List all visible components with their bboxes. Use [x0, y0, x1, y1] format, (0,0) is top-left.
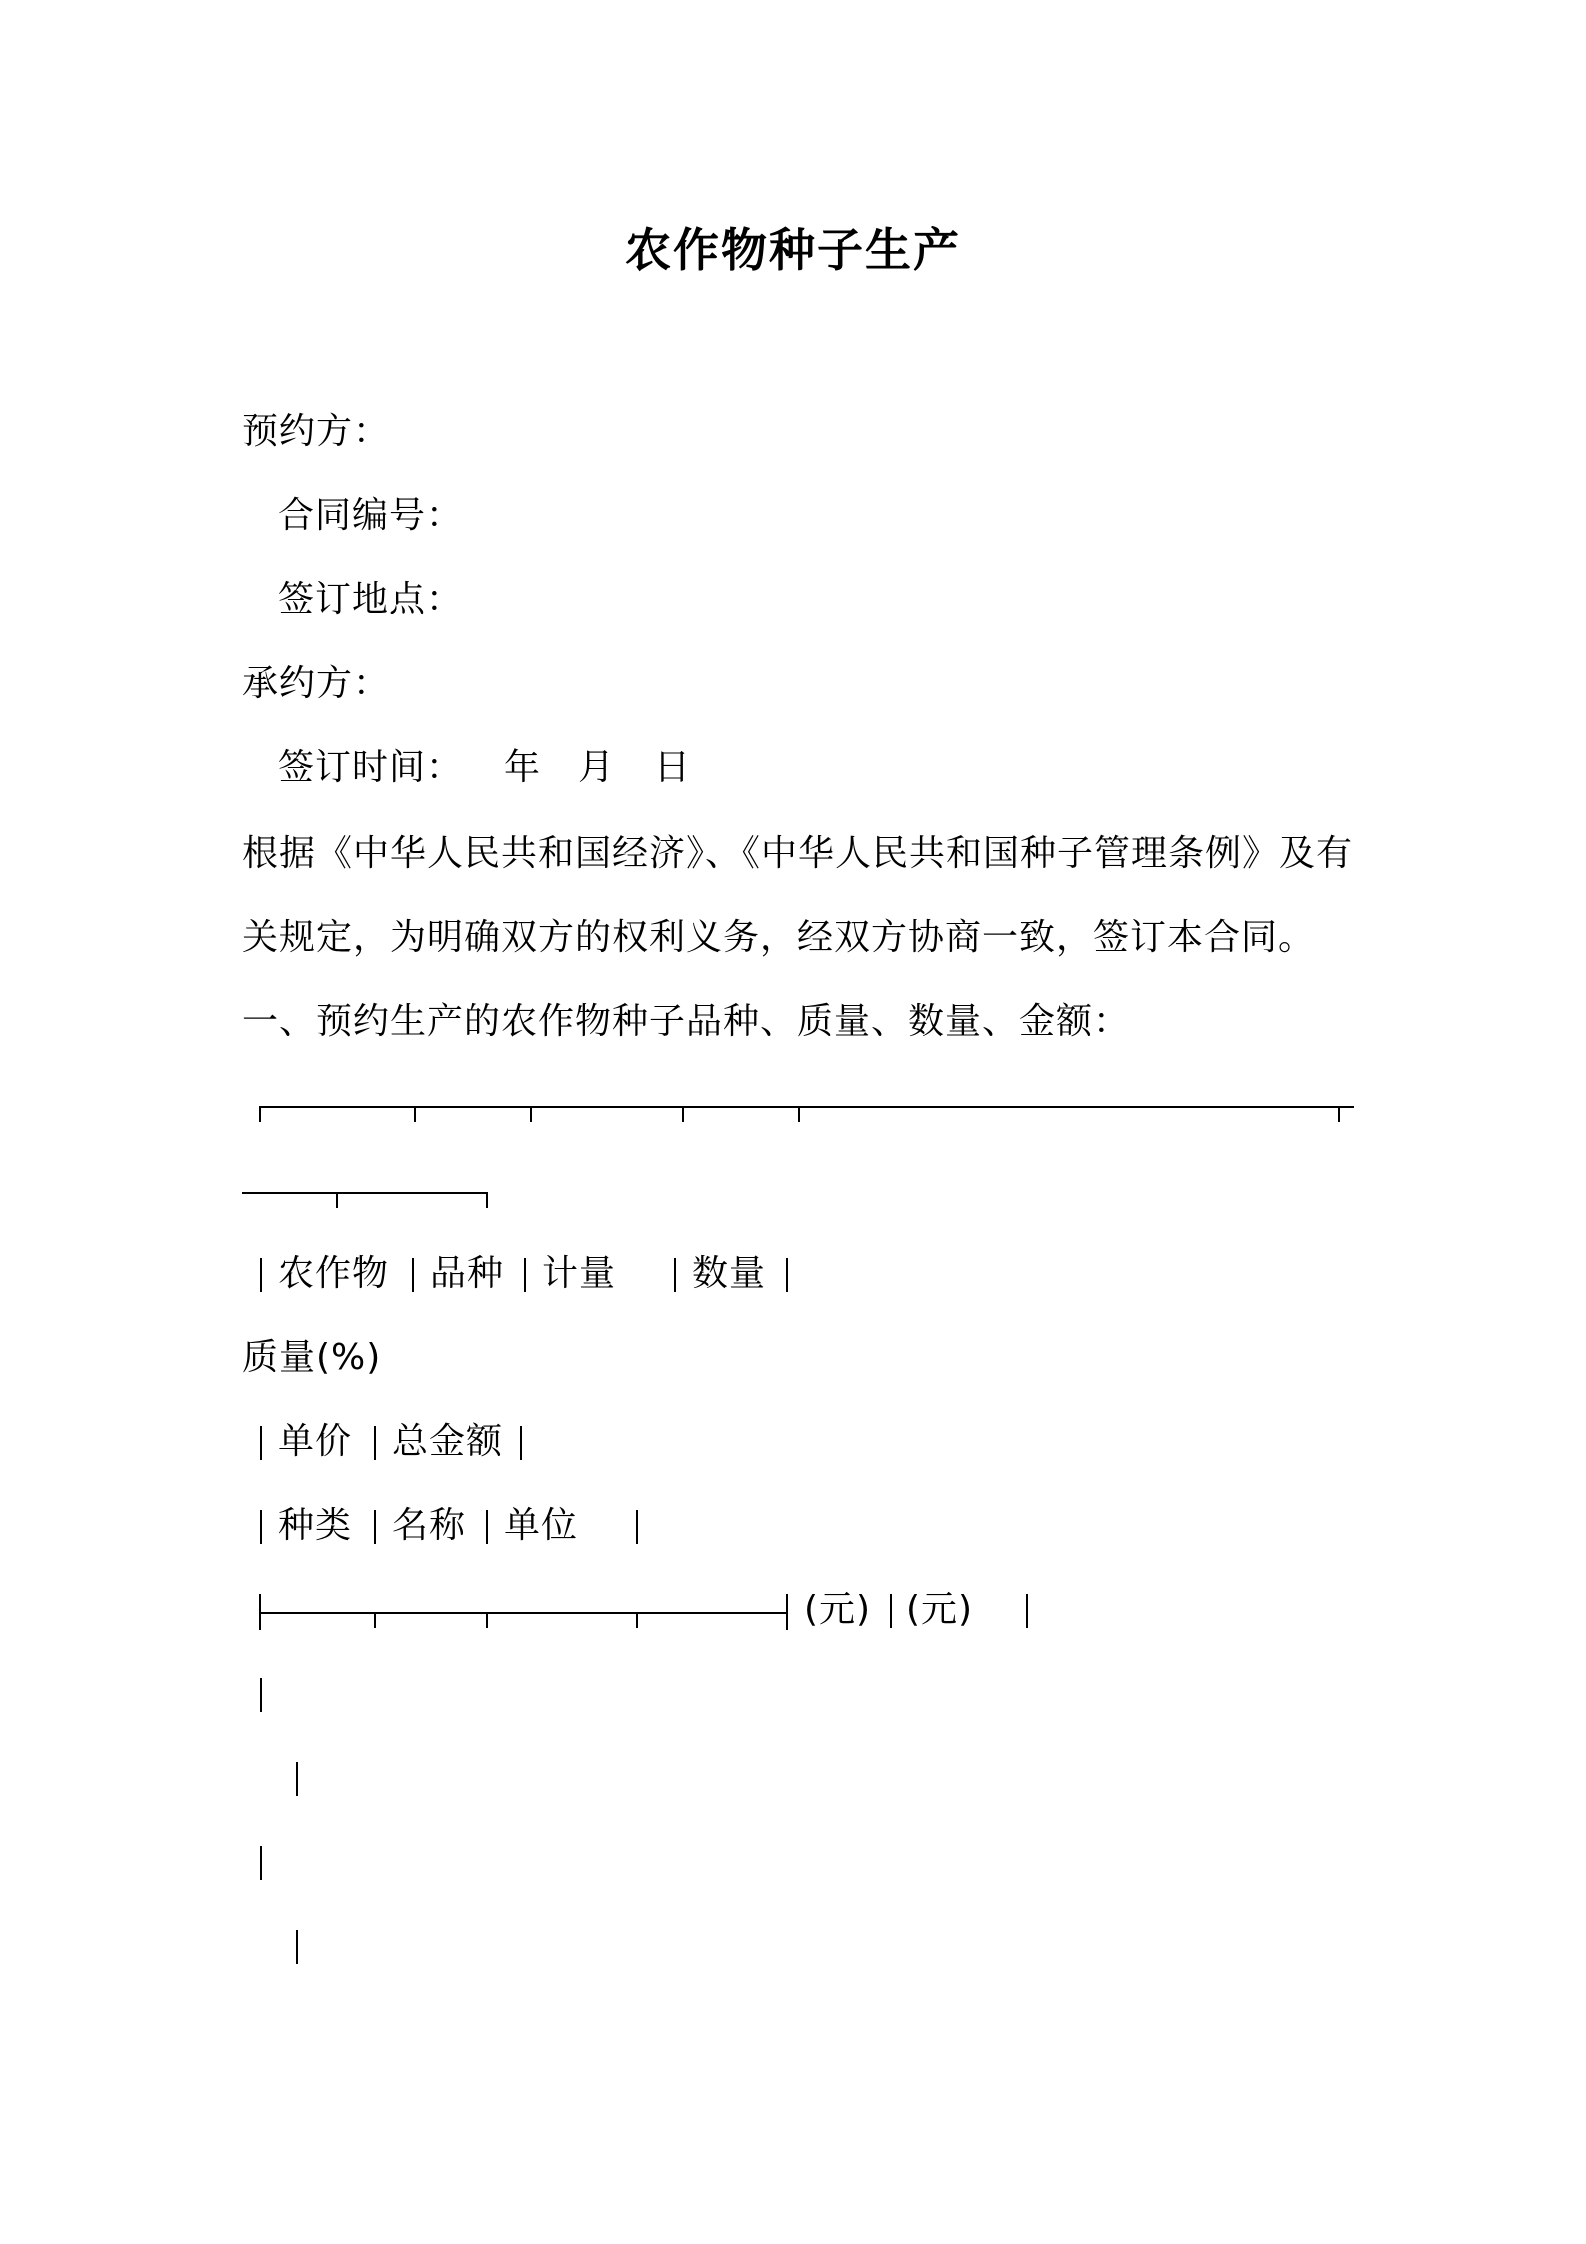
- table-cell-divider: [524, 1258, 526, 1292]
- sign-month: 月: [578, 747, 616, 788]
- table-border-tick: [1338, 1106, 1340, 1122]
- preamble-line-1: 根据《中华人民共和国经济》、《中华人民共和国种子管理条例》及有: [242, 833, 1354, 874]
- section-1-heading: 一、预约生产的农作物种子品种、质量、数量、金额：: [242, 1001, 1131, 1042]
- table-cell-divider: [486, 1510, 488, 1544]
- table-row-border: [260, 1846, 262, 1880]
- table-cell-divider: [520, 1426, 522, 1460]
- table-cell-divider: [374, 1426, 376, 1460]
- table-row-border: [260, 1678, 262, 1712]
- sign-time-label: 签订时间：: [278, 747, 464, 788]
- table-cell-divider: [260, 1258, 262, 1292]
- table-top-border-wrap: [242, 1192, 486, 1194]
- header-category: 种类: [278, 1505, 353, 1546]
- header-measure: 计量: [542, 1253, 617, 1294]
- table-mid-border: [260, 1612, 786, 1614]
- header-quantity: 数量: [692, 1253, 767, 1294]
- unit-yuan-price: (元): [804, 1589, 872, 1630]
- table-border-tick: [374, 1612, 376, 1628]
- header-total-amount: 总金额: [392, 1421, 504, 1462]
- table-cell-divider: [786, 1258, 788, 1292]
- table-cell-divider: [786, 1594, 788, 1630]
- preamble-line-2: 关规定，为明确双方的权利义务，经双方协商一致，签订本合同。: [242, 917, 1316, 958]
- header-unit-price: 单价: [278, 1421, 353, 1462]
- table-top-border: [260, 1106, 1354, 1108]
- table-border-tick: [798, 1106, 800, 1122]
- unit-yuan-total: (元): [906, 1589, 974, 1630]
- table-cell-divider: [260, 1426, 262, 1460]
- table-cell-divider: [1026, 1594, 1028, 1628]
- sign-year: 年: [504, 747, 542, 788]
- table-row-border: [296, 1930, 298, 1964]
- document-title: 农作物种子生产: [625, 223, 961, 277]
- header-name: 名称: [392, 1505, 467, 1546]
- header-quality: 质量(%): [242, 1337, 382, 1378]
- table-border-tick: [530, 1106, 532, 1122]
- table-cell-divider: [412, 1258, 414, 1292]
- party-a-label: 预约方：: [242, 411, 391, 452]
- table-border-tick: [486, 1192, 488, 1208]
- table-border-tick: [636, 1612, 638, 1628]
- header-unit: 单位: [504, 1505, 579, 1546]
- sign-day: 日: [654, 747, 692, 788]
- table-cell-divider: [374, 1510, 376, 1544]
- sign-place-label: 签订地点：: [278, 579, 464, 620]
- table-cell-divider: [636, 1510, 638, 1544]
- table-cell-divider: [890, 1594, 892, 1628]
- table-cell-divider: [674, 1258, 676, 1292]
- table-row-border: [296, 1762, 298, 1796]
- header-crop: 农作物: [278, 1253, 390, 1294]
- table-cell-divider: [260, 1510, 262, 1544]
- table-border-tick: [336, 1192, 338, 1208]
- table-border-tick: [486, 1612, 488, 1628]
- contract-number-label: 合同编号：: [278, 495, 464, 536]
- party-b-label: 承约方：: [242, 663, 391, 704]
- table-border-tick: [682, 1106, 684, 1122]
- table-border-tick: [259, 1106, 261, 1122]
- header-variety: 品种: [430, 1253, 505, 1294]
- table-border-tick: [414, 1106, 416, 1122]
